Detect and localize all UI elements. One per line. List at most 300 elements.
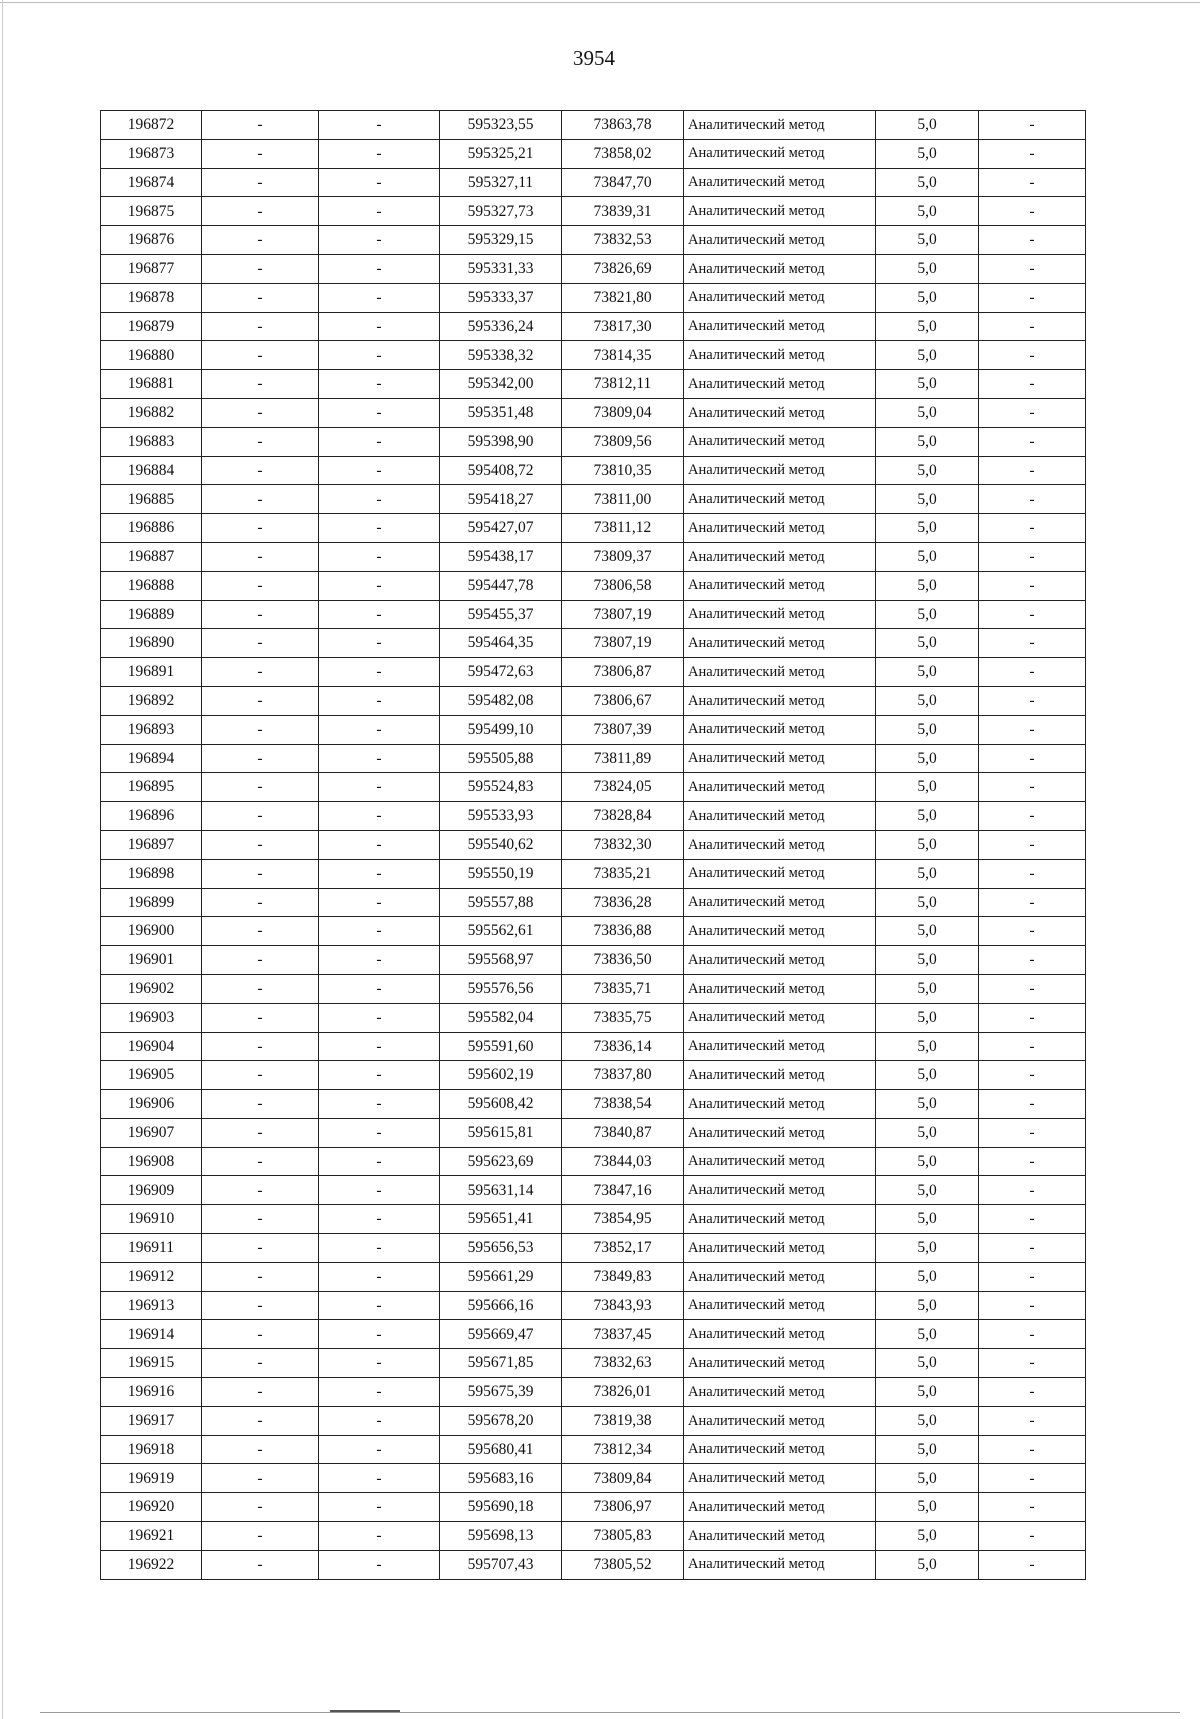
dash-cell: - bbox=[979, 1320, 1086, 1349]
table-row bbox=[101, 139, 1086, 168]
y-coordinate-cell: 73847,70 bbox=[562, 168, 684, 197]
table-row bbox=[101, 1550, 1086, 1579]
table-row bbox=[101, 226, 1086, 255]
dash-cell: - bbox=[319, 600, 440, 629]
dash-cell: - bbox=[319, 1032, 440, 1061]
dash-cell: - bbox=[202, 341, 319, 370]
table-row bbox=[101, 168, 1086, 197]
dash-cell: - bbox=[319, 312, 440, 341]
point-id-cell: 196876 bbox=[101, 226, 202, 255]
table-row bbox=[101, 283, 1086, 312]
dash-cell: - bbox=[202, 1493, 319, 1522]
point-id-cell: 196873 bbox=[101, 139, 202, 168]
y-coordinate-cell: 73821,80 bbox=[562, 283, 684, 312]
x-coordinate-cell: 595342,00 bbox=[440, 370, 562, 399]
dash-cell: - bbox=[202, 1003, 319, 1032]
y-coordinate-cell: 73826,01 bbox=[562, 1378, 684, 1407]
table-row bbox=[101, 686, 1086, 715]
dash-cell: - bbox=[202, 1090, 319, 1119]
point-id-cell: 196911 bbox=[101, 1234, 202, 1263]
scan-edge-top bbox=[0, 2, 1200, 3]
x-coordinate-cell: 595327,11 bbox=[440, 168, 562, 197]
dash-cell: - bbox=[319, 111, 440, 140]
dash-cell: - bbox=[202, 658, 319, 687]
x-coordinate-cell: 595631,14 bbox=[440, 1176, 562, 1205]
dash-cell: - bbox=[979, 830, 1086, 859]
point-id-cell: 196913 bbox=[101, 1291, 202, 1320]
precision-cell: 5,0 bbox=[876, 111, 979, 140]
point-id-cell: 196877 bbox=[101, 254, 202, 283]
x-coordinate-cell: 595615,81 bbox=[440, 1118, 562, 1147]
dash-cell: - bbox=[979, 370, 1086, 399]
y-coordinate-cell: 73863,78 bbox=[562, 111, 684, 140]
table-row bbox=[101, 1147, 1086, 1176]
dash-cell: - bbox=[979, 686, 1086, 715]
precision-cell: 5,0 bbox=[876, 341, 979, 370]
dash-cell: - bbox=[202, 1464, 319, 1493]
dash-cell: - bbox=[979, 859, 1086, 888]
y-coordinate-cell: 73806,97 bbox=[562, 1493, 684, 1522]
dash-cell: - bbox=[202, 1262, 319, 1291]
y-coordinate-cell: 73835,21 bbox=[562, 859, 684, 888]
dash-cell: - bbox=[319, 1262, 440, 1291]
dash-cell: - bbox=[202, 917, 319, 946]
dash-cell: - bbox=[202, 226, 319, 255]
x-coordinate-cell: 595568,97 bbox=[440, 946, 562, 975]
method-cell: Аналитический метод bbox=[684, 139, 876, 168]
y-coordinate-cell: 73832,53 bbox=[562, 226, 684, 255]
dash-cell: - bbox=[319, 341, 440, 370]
point-id-cell: 196890 bbox=[101, 629, 202, 658]
x-coordinate-cell: 595550,19 bbox=[440, 859, 562, 888]
dash-cell: - bbox=[319, 398, 440, 427]
point-id-cell: 196918 bbox=[101, 1435, 202, 1464]
method-cell: Аналитический метод bbox=[684, 341, 876, 370]
y-coordinate-cell: 73806,67 bbox=[562, 686, 684, 715]
y-coordinate-cell: 73836,50 bbox=[562, 946, 684, 975]
dash-cell: - bbox=[319, 168, 440, 197]
dash-cell: - bbox=[319, 802, 440, 831]
x-coordinate-cell: 595505,88 bbox=[440, 744, 562, 773]
precision-cell: 5,0 bbox=[876, 629, 979, 658]
method-cell: Аналитический метод bbox=[684, 370, 876, 399]
method-cell: Аналитический метод bbox=[684, 629, 876, 658]
point-id-cell: 196915 bbox=[101, 1349, 202, 1378]
dash-cell: - bbox=[202, 830, 319, 859]
table-row bbox=[101, 456, 1086, 485]
table-row bbox=[101, 946, 1086, 975]
y-coordinate-cell: 73840,87 bbox=[562, 1118, 684, 1147]
dash-cell: - bbox=[979, 658, 1086, 687]
dash-cell: - bbox=[202, 802, 319, 831]
precision-cell: 5,0 bbox=[876, 1234, 979, 1263]
dash-cell: - bbox=[319, 542, 440, 571]
dash-cell: - bbox=[979, 1262, 1086, 1291]
x-coordinate-cell: 595338,32 bbox=[440, 341, 562, 370]
point-id-cell: 196879 bbox=[101, 312, 202, 341]
dash-cell: - bbox=[319, 456, 440, 485]
precision-cell: 5,0 bbox=[876, 1522, 979, 1551]
dash-cell: - bbox=[319, 514, 440, 543]
table-row bbox=[101, 1003, 1086, 1032]
y-coordinate-cell: 73854,95 bbox=[562, 1205, 684, 1234]
method-cell: Аналитический метод bbox=[684, 773, 876, 802]
table-row bbox=[101, 1291, 1086, 1320]
point-id-cell: 196904 bbox=[101, 1032, 202, 1061]
table-row bbox=[101, 1435, 1086, 1464]
dash-cell: - bbox=[319, 254, 440, 283]
y-coordinate-cell: 73811,89 bbox=[562, 744, 684, 773]
precision-cell: 5,0 bbox=[876, 1291, 979, 1320]
table-row bbox=[101, 111, 1086, 140]
scan-edge-left bbox=[2, 0, 3, 1719]
precision-cell: 5,0 bbox=[876, 312, 979, 341]
method-cell: Аналитический метод bbox=[684, 1378, 876, 1407]
dash-cell: - bbox=[319, 830, 440, 859]
x-coordinate-cell: 595438,17 bbox=[440, 542, 562, 571]
table-row bbox=[101, 197, 1086, 226]
table-row bbox=[101, 1378, 1086, 1407]
y-coordinate-cell: 73809,37 bbox=[562, 542, 684, 571]
x-coordinate-cell: 595698,13 bbox=[440, 1522, 562, 1551]
dash-cell: - bbox=[319, 283, 440, 312]
point-id-cell: 196893 bbox=[101, 715, 202, 744]
y-coordinate-cell: 73805,52 bbox=[562, 1550, 684, 1579]
dash-cell: - bbox=[319, 1147, 440, 1176]
method-cell: Аналитический метод bbox=[684, 600, 876, 629]
method-cell: Аналитический метод bbox=[684, 1406, 876, 1435]
dash-cell: - bbox=[319, 629, 440, 658]
precision-cell: 5,0 bbox=[876, 1090, 979, 1119]
point-id-cell: 196912 bbox=[101, 1262, 202, 1291]
x-coordinate-cell: 595602,19 bbox=[440, 1061, 562, 1090]
precision-cell: 5,0 bbox=[876, 542, 979, 571]
precision-cell: 5,0 bbox=[876, 802, 979, 831]
dash-cell: - bbox=[319, 1291, 440, 1320]
y-coordinate-cell: 73826,69 bbox=[562, 254, 684, 283]
dash-cell: - bbox=[202, 974, 319, 1003]
method-cell: Аналитический метод bbox=[684, 1262, 876, 1291]
point-id-cell: 196895 bbox=[101, 773, 202, 802]
method-cell: Аналитический метод bbox=[684, 514, 876, 543]
x-coordinate-cell: 595472,63 bbox=[440, 658, 562, 687]
y-coordinate-cell: 73852,17 bbox=[562, 1234, 684, 1263]
dash-cell: - bbox=[979, 1147, 1086, 1176]
table-row bbox=[101, 485, 1086, 514]
dash-cell: - bbox=[319, 427, 440, 456]
method-cell: Аналитический метод bbox=[684, 1435, 876, 1464]
y-coordinate-cell: 73824,05 bbox=[562, 773, 684, 802]
precision-cell: 5,0 bbox=[876, 456, 979, 485]
method-cell: Аналитический метод bbox=[684, 312, 876, 341]
x-coordinate-cell: 595351,48 bbox=[440, 398, 562, 427]
y-coordinate-cell: 73849,83 bbox=[562, 1262, 684, 1291]
dash-cell: - bbox=[979, 974, 1086, 1003]
precision-cell: 5,0 bbox=[876, 1262, 979, 1291]
y-coordinate-cell: 73832,63 bbox=[562, 1349, 684, 1378]
dash-cell: - bbox=[979, 1032, 1086, 1061]
precision-cell: 5,0 bbox=[876, 1550, 979, 1579]
dash-cell: - bbox=[979, 398, 1086, 427]
y-coordinate-cell: 73811,00 bbox=[562, 485, 684, 514]
y-coordinate-cell: 73806,58 bbox=[562, 571, 684, 600]
method-cell: Аналитический метод bbox=[684, 168, 876, 197]
dash-cell: - bbox=[202, 1406, 319, 1435]
point-id-cell: 196887 bbox=[101, 542, 202, 571]
dash-cell: - bbox=[202, 456, 319, 485]
method-cell: Аналитический метод bbox=[684, 1493, 876, 1522]
dash-cell: - bbox=[202, 1522, 319, 1551]
table-row bbox=[101, 917, 1086, 946]
x-coordinate-cell: 595418,27 bbox=[440, 485, 562, 514]
precision-cell: 5,0 bbox=[876, 946, 979, 975]
dash-cell: - bbox=[202, 1550, 319, 1579]
dash-cell: - bbox=[319, 1003, 440, 1032]
dash-cell: - bbox=[202, 1291, 319, 1320]
y-coordinate-cell: 73832,30 bbox=[562, 830, 684, 859]
precision-cell: 5,0 bbox=[876, 773, 979, 802]
method-cell: Аналитический метод bbox=[684, 254, 876, 283]
y-coordinate-cell: 73836,88 bbox=[562, 917, 684, 946]
table-row bbox=[101, 1406, 1086, 1435]
method-cell: Аналитический метод bbox=[684, 859, 876, 888]
y-coordinate-cell: 73811,12 bbox=[562, 514, 684, 543]
dash-cell: - bbox=[979, 888, 1086, 917]
dash-cell: - bbox=[202, 1349, 319, 1378]
precision-cell: 5,0 bbox=[876, 139, 979, 168]
dash-cell: - bbox=[319, 917, 440, 946]
dash-cell: - bbox=[202, 398, 319, 427]
dash-cell: - bbox=[979, 773, 1086, 802]
y-coordinate-cell: 73807,19 bbox=[562, 600, 684, 629]
precision-cell: 5,0 bbox=[876, 254, 979, 283]
method-cell: Аналитический метод bbox=[684, 1118, 876, 1147]
point-id-cell: 196906 bbox=[101, 1090, 202, 1119]
dash-cell: - bbox=[979, 600, 1086, 629]
method-cell: Аналитический метод bbox=[684, 686, 876, 715]
dash-cell: - bbox=[979, 802, 1086, 831]
dash-cell: - bbox=[202, 686, 319, 715]
method-cell: Аналитический метод bbox=[684, 946, 876, 975]
dash-cell: - bbox=[202, 197, 319, 226]
y-coordinate-cell: 73810,35 bbox=[562, 456, 684, 485]
point-id-cell: 196898 bbox=[101, 859, 202, 888]
dash-cell: - bbox=[319, 946, 440, 975]
method-cell: Аналитический метод bbox=[684, 744, 876, 773]
table-row bbox=[101, 370, 1086, 399]
point-id-cell: 196896 bbox=[101, 802, 202, 831]
table-row bbox=[101, 1234, 1086, 1263]
method-cell: Аналитический метод bbox=[684, 111, 876, 140]
point-id-cell: 196914 bbox=[101, 1320, 202, 1349]
dash-cell: - bbox=[979, 1522, 1086, 1551]
dash-cell: - bbox=[979, 312, 1086, 341]
y-coordinate-cell: 73836,28 bbox=[562, 888, 684, 917]
dash-cell: - bbox=[202, 1147, 319, 1176]
point-id-cell: 196916 bbox=[101, 1378, 202, 1407]
point-id-cell: 196891 bbox=[101, 658, 202, 687]
point-id-cell: 196874 bbox=[101, 168, 202, 197]
y-coordinate-cell: 73805,83 bbox=[562, 1522, 684, 1551]
precision-cell: 5,0 bbox=[876, 658, 979, 687]
y-coordinate-cell: 73843,93 bbox=[562, 1291, 684, 1320]
dash-cell: - bbox=[319, 1522, 440, 1551]
dash-cell: - bbox=[979, 1550, 1086, 1579]
precision-cell: 5,0 bbox=[876, 1118, 979, 1147]
precision-cell: 5,0 bbox=[876, 398, 979, 427]
point-id-cell: 196872 bbox=[101, 111, 202, 140]
x-coordinate-cell: 595656,53 bbox=[440, 1234, 562, 1263]
point-id-cell: 196880 bbox=[101, 341, 202, 370]
dash-cell: - bbox=[979, 254, 1086, 283]
dash-cell: - bbox=[979, 917, 1086, 946]
dash-cell: - bbox=[319, 1090, 440, 1119]
x-coordinate-cell: 595325,21 bbox=[440, 139, 562, 168]
table-row bbox=[101, 802, 1086, 831]
method-cell: Аналитический метод bbox=[684, 658, 876, 687]
precision-cell: 5,0 bbox=[876, 1205, 979, 1234]
x-coordinate-cell: 595533,93 bbox=[440, 802, 562, 831]
precision-cell: 5,0 bbox=[876, 974, 979, 1003]
dash-cell: - bbox=[319, 1550, 440, 1579]
dash-cell: - bbox=[319, 1234, 440, 1263]
dash-cell: - bbox=[979, 1118, 1086, 1147]
precision-cell: 5,0 bbox=[876, 1493, 979, 1522]
precision-cell: 5,0 bbox=[876, 226, 979, 255]
x-coordinate-cell: 595455,37 bbox=[440, 600, 562, 629]
precision-cell: 5,0 bbox=[876, 1176, 979, 1205]
dash-cell: - bbox=[979, 514, 1086, 543]
dash-cell: - bbox=[319, 1493, 440, 1522]
dash-cell: - bbox=[202, 600, 319, 629]
point-id-cell: 196899 bbox=[101, 888, 202, 917]
dash-cell: - bbox=[202, 1205, 319, 1234]
dash-cell: - bbox=[979, 168, 1086, 197]
table-row bbox=[101, 254, 1086, 283]
dash-cell: - bbox=[979, 1061, 1086, 1090]
x-coordinate-cell: 595683,16 bbox=[440, 1464, 562, 1493]
y-coordinate-cell: 73819,38 bbox=[562, 1406, 684, 1435]
point-id-cell: 196922 bbox=[101, 1550, 202, 1579]
dash-cell: - bbox=[319, 686, 440, 715]
dash-cell: - bbox=[202, 254, 319, 283]
y-coordinate-cell: 73809,56 bbox=[562, 427, 684, 456]
table-row bbox=[101, 542, 1086, 571]
method-cell: Аналитический метод bbox=[684, 888, 876, 917]
method-cell: Аналитический метод bbox=[684, 427, 876, 456]
x-coordinate-cell: 595671,85 bbox=[440, 1349, 562, 1378]
page-number: 3954 bbox=[573, 46, 615, 70]
precision-cell: 5,0 bbox=[876, 1147, 979, 1176]
precision-cell: 5,0 bbox=[876, 571, 979, 600]
x-coordinate-cell: 595557,88 bbox=[440, 888, 562, 917]
precision-cell: 5,0 bbox=[876, 168, 979, 197]
dash-cell: - bbox=[202, 1032, 319, 1061]
method-cell: Аналитический метод bbox=[684, 283, 876, 312]
table-row bbox=[101, 341, 1086, 370]
method-cell: Аналитический метод bbox=[684, 197, 876, 226]
dash-cell: - bbox=[319, 1118, 440, 1147]
y-coordinate-cell: 73812,34 bbox=[562, 1435, 684, 1464]
dash-cell: - bbox=[319, 571, 440, 600]
dash-cell: - bbox=[979, 744, 1086, 773]
method-cell: Аналитический метод bbox=[684, 715, 876, 744]
y-coordinate-cell: 73817,30 bbox=[562, 312, 684, 341]
method-cell: Аналитический метод bbox=[684, 1061, 876, 1090]
x-coordinate-cell: 595331,33 bbox=[440, 254, 562, 283]
dash-cell: - bbox=[202, 1061, 319, 1090]
precision-cell: 5,0 bbox=[876, 1349, 979, 1378]
method-cell: Аналитический метод bbox=[684, 1147, 876, 1176]
dash-cell: - bbox=[979, 629, 1086, 658]
y-coordinate-cell: 73837,45 bbox=[562, 1320, 684, 1349]
x-coordinate-cell: 595591,60 bbox=[440, 1032, 562, 1061]
precision-cell: 5,0 bbox=[876, 370, 979, 399]
method-cell: Аналитический метод bbox=[684, 398, 876, 427]
dash-cell: - bbox=[202, 859, 319, 888]
precision-cell: 5,0 bbox=[876, 859, 979, 888]
dash-cell: - bbox=[979, 341, 1086, 370]
y-coordinate-cell: 73844,03 bbox=[562, 1147, 684, 1176]
point-id-cell: 196902 bbox=[101, 974, 202, 1003]
y-coordinate-cell: 73835,71 bbox=[562, 974, 684, 1003]
x-coordinate-cell: 595680,41 bbox=[440, 1435, 562, 1464]
table-row bbox=[101, 1349, 1086, 1378]
dash-cell: - bbox=[319, 859, 440, 888]
x-coordinate-cell: 595524,83 bbox=[440, 773, 562, 802]
dash-cell: - bbox=[979, 283, 1086, 312]
method-cell: Аналитический метод bbox=[684, 1090, 876, 1119]
x-coordinate-cell: 595336,24 bbox=[440, 312, 562, 341]
point-id-cell: 196888 bbox=[101, 571, 202, 600]
dash-cell: - bbox=[979, 1090, 1086, 1119]
dash-cell: - bbox=[319, 1464, 440, 1493]
dash-cell: - bbox=[319, 715, 440, 744]
x-coordinate-cell: 595651,41 bbox=[440, 1205, 562, 1234]
table-row bbox=[101, 974, 1086, 1003]
table-row bbox=[101, 1118, 1086, 1147]
point-id-cell: 196885 bbox=[101, 485, 202, 514]
y-coordinate-cell: 73847,16 bbox=[562, 1176, 684, 1205]
dash-cell: - bbox=[202, 773, 319, 802]
table-row bbox=[101, 1090, 1086, 1119]
dash-cell: - bbox=[979, 1176, 1086, 1205]
precision-cell: 5,0 bbox=[876, 1435, 979, 1464]
table-row bbox=[101, 600, 1086, 629]
y-coordinate-cell: 73807,39 bbox=[562, 715, 684, 744]
method-cell: Аналитический метод bbox=[684, 571, 876, 600]
method-cell: Аналитический метод bbox=[684, 1320, 876, 1349]
x-coordinate-cell: 595464,35 bbox=[440, 629, 562, 658]
x-coordinate-cell: 595623,69 bbox=[440, 1147, 562, 1176]
point-id-cell: 196889 bbox=[101, 600, 202, 629]
method-cell: Аналитический метод bbox=[684, 830, 876, 859]
dash-cell: - bbox=[319, 197, 440, 226]
point-id-cell: 196875 bbox=[101, 197, 202, 226]
precision-cell: 5,0 bbox=[876, 686, 979, 715]
table-row bbox=[101, 312, 1086, 341]
dash-cell: - bbox=[319, 658, 440, 687]
x-coordinate-cell: 595666,16 bbox=[440, 1291, 562, 1320]
x-coordinate-cell: 595675,39 bbox=[440, 1378, 562, 1407]
dash-cell: - bbox=[202, 283, 319, 312]
method-cell: Аналитический метод bbox=[684, 1291, 876, 1320]
table-row bbox=[101, 1464, 1086, 1493]
table-row bbox=[101, 658, 1086, 687]
dash-cell: - bbox=[202, 139, 319, 168]
dash-cell: - bbox=[319, 1176, 440, 1205]
precision-cell: 5,0 bbox=[876, 715, 979, 744]
